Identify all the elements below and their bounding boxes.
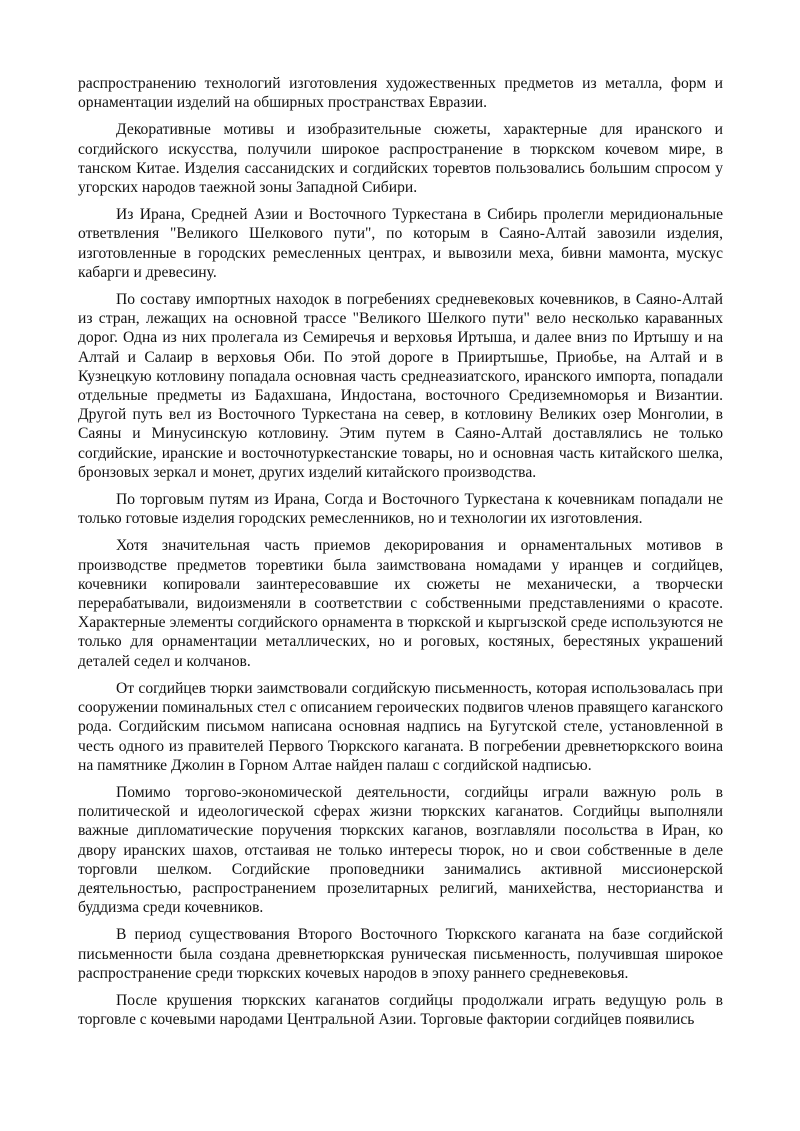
document-page (78, 74, 723, 1037)
paragraph-7: От согдийцев тюрки заимствовали согдийскую письменность, которая использовалась при сооружении поминальных стел с описанием героических подвигов членов правящего каганского рода. Согдийским письмом написана основная надпись на Бугутской стеле, установленной в честь одного из правителей Первого Тюркского каганата. В погребении древнетюркского воина на памятнике Джолин в Горном Алтае найден палаш с согдийской надписью. (78, 679, 723, 774)
paragraph-2: Декоративные мотивы и изобразительные сюжеты, характерные для иранского и согдийского искусства, получили широкое распространение в тюркском кочевом мире, в танском Китае. Изделия сассанидских и согдийских торевтов пользовались большим спросом у угорских народов таежной зоны Западной Сибири. (78, 121, 723, 197)
paragraph-1: распространению технологий изготовления художественных предметов из металла, форм и орнаментации изделий на обширных пространствах Евразии. (78, 75, 723, 112)
paragraph-3: Из Ирана, Средней Азии и Восточного Туркестана в Сибирь пролегли меридиональные ответвления "Великого Шелкового пути", по которым в Саяно-Алтай завозили изделия, изготовленные в городских ремесленных центрах, и вывозили меха, бивни мамонта, мускус кабарги и древесину. (78, 206, 723, 281)
paragraph-4: По составу импортных находок в погребениях средневековых кочевников, в Саяно-Алтай из стран, лежащих на основной трассе "Великого Шелкого пути" вело несколько караванных дорог. Одна из них пролегала из Семиречья и верховья Иртыша, и далее вниз по Иртышу и на Алтай и Салаир в верховья Оби. По этой дороге в Прииртышье, Приобье, на Алтай и в Кузнецкую котловину попадала основная часть среднеазиатского, иранского импорта, попадали отдельные предметы из Бадахшана, Индостана, восточного Средиземноморья и Византии. Другой путь вел из Восточного Туркестана на север, в котловину Великих озер Монголии, в Саяны и Минусинскую котловину. Этим путем в Саяно-Алтай доставлялись не только согдийские, иранские и восточнотуркестанские товары, но и основная часть китайского шелка, бронзовых зеркал и монет, других изделий китайского производства. (78, 291, 723, 481)
paragraph-8: Помимо торгово-экономической деятельности, согдийцы играли важную роль в политической и идеологической сферах жизни тюркских каганатов. Согдийцы выполняли важные дипломатические поручения тюркских каганов, возглавляли посольства в Иран, ко двору иранских шахов, отстаивая не только интересы тюрок, но и свои собственные в деле торговли шелком. Согдийские проповедники занимались активной миссионерской деятельностью, распространением прозелитарных религий, манихейства, несторианства и буддизма среди кочевников. (78, 783, 723, 917)
paragraph-6: Хотя значительная часть приемов декорирования и орнаментальных мотивов в производстве предметов торевтики была заимствована номадами у иранцев и согдийцев, кочевники копировали заинтересовавшие их сюжеты не механически, а творчески перерабатывали, видоизменяли в соответствии с собственными представлениями о красоте. Характерные элементы согдийского орнамента в тюркской и кыргызской среде используются не только для орнаментации металлических, но и роговых, костяных, берестяных украшений деталей седел и колчанов. (78, 537, 723, 670)
paragraph-5: По торговым путям из Ирана, Согда и Восточного Туркестана к кочевникам попадали не только готовые изделия городских ремесленников, но и технологии их изготовления. (78, 491, 723, 528)
paragraph-10: После крушения тюркских каганатов согдийцы продолжали играть ведущую роль в торговле с кочевыми народами Центральной Азии. Торговые фактории согдийцев появились (78, 991, 723, 1029)
paragraph-9: В период существования Второго Восточного Тюркского каганата на базе согдийской письменности была создана древнетюркская руническая письменность, получившая широкое распространение среди тюркских кочевых народов в эпоху раннего средневековья. (78, 926, 723, 982)
